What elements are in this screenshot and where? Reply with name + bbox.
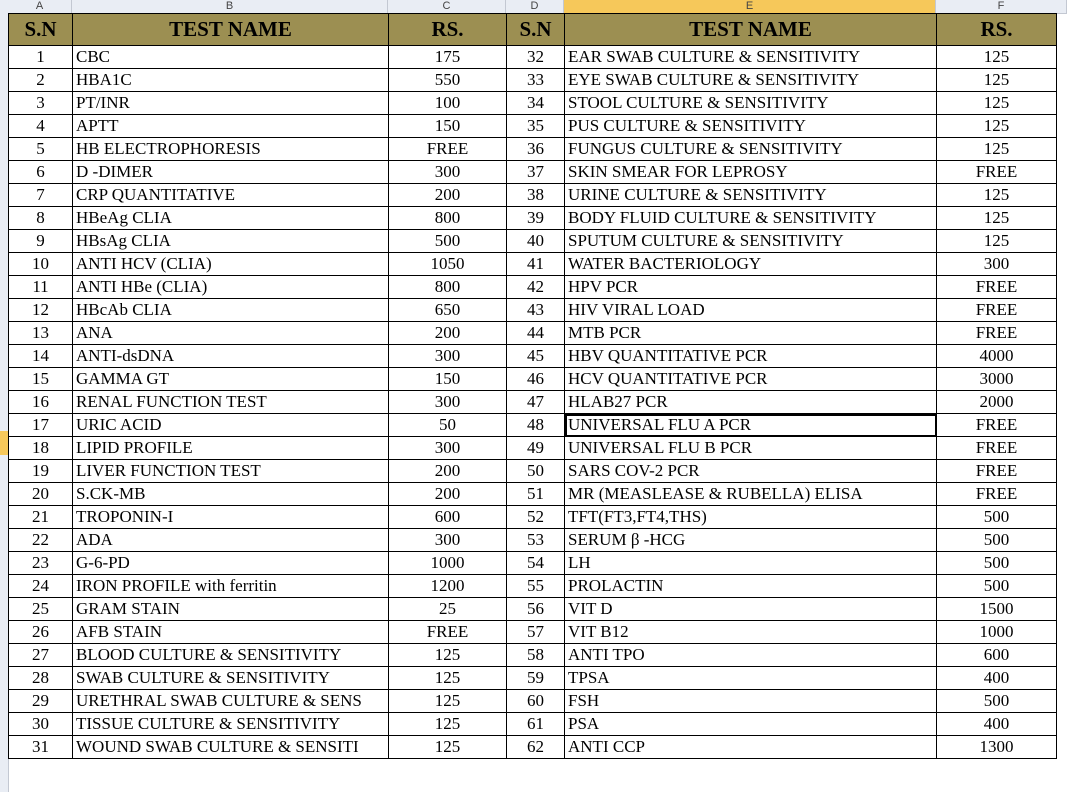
test-name-cell-2[interactable]: WATER BACTERIOLOGY [565,253,937,276]
test-name-cell-2[interactable]: SKIN SMEAR FOR LEPROSY [565,161,937,184]
price-cell[interactable]: 200 [389,322,507,345]
test-name-cell-2[interactable]: PUS CULTURE & SENSITIVITY [565,115,937,138]
price-cell[interactable]: 100 [389,92,507,115]
column-header-d[interactable]: D [506,0,564,13]
test-name-cell[interactable]: S.CK-MB [73,483,389,506]
price-table [8,13,1057,759]
price-cell-2[interactable]: 4000 [937,345,1057,368]
sn-cell[interactable]: 17 [9,414,73,437]
sn-cell[interactable]: 6 [9,161,73,184]
table-row [9,138,1057,161]
price-cell-2[interactable]: FREE [937,414,1057,437]
sn-cell-2[interactable]: 34 [507,92,565,115]
sn-cell[interactable]: 31 [9,736,73,759]
test-name-cell-2[interactable]: TPSA [565,667,937,690]
table-row [9,713,1057,736]
test-name-cell[interactable]: ANA [73,322,389,345]
test-name-cell[interactable]: URETHRAL SWAB CULTURE & SENS [73,690,389,713]
sn-cell[interactable]: 12 [9,299,73,322]
sn-cell-2[interactable]: 47 [507,391,565,414]
sn-cell[interactable]: 13 [9,322,73,345]
test-name-cell[interactable]: HB ELECTROPHORESIS [73,138,389,161]
price-cell[interactable]: 1000 [389,552,507,575]
table-row [9,575,1057,598]
table-row [9,230,1057,253]
column-header-b[interactable]: B [72,0,388,13]
price-cell-2[interactable]: 125 [937,230,1057,253]
sn-cell[interactable]: 1 [9,46,73,69]
price-cell[interactable]: 150 [389,115,507,138]
table-row [9,621,1057,644]
price-cell-2[interactable]: FREE [937,322,1057,345]
price-cell[interactable]: 300 [389,529,507,552]
test-name-cell[interactable]: SWAB CULTURE & SENSITIVITY [73,667,389,690]
price-cell-2[interactable]: 1300 [937,736,1057,759]
sn-cell-2[interactable]: 51 [507,483,565,506]
sn-cell-2[interactable]: 43 [507,299,565,322]
price-cell-2[interactable]: 125 [937,92,1057,115]
price-cell-2[interactable]: 125 [937,46,1057,69]
sn-cell-2[interactable]: 50 [507,460,565,483]
sn-cell-2[interactable]: 44 [507,322,565,345]
sn-cell-2[interactable]: 61 [507,713,565,736]
sn-cell-2[interactable]: 35 [507,115,565,138]
test-name-cell-2[interactable]: EAR SWAB CULTURE & SENSITIVITY [565,46,937,69]
test-name-cell[interactable]: APTT [73,115,389,138]
test-name-cell[interactable]: HBsAg CLIA [73,230,389,253]
price-cell-2[interactable]: FREE [937,161,1057,184]
test-name-cell[interactable]: D -DIMER [73,161,389,184]
sn-cell-2[interactable]: 46 [507,368,565,391]
price-cell-2[interactable]: FREE [937,299,1057,322]
sn-cell-2[interactable]: 38 [507,184,565,207]
sn-cell[interactable]: 15 [9,368,73,391]
table-row [9,598,1057,621]
table-row [9,506,1057,529]
price-cell[interactable]: FREE [389,138,507,161]
price-cell[interactable]: 125 [389,667,507,690]
sn-cell[interactable]: 20 [9,483,73,506]
table-row [9,322,1057,345]
test-name-cell-2[interactable]: HPV PCR [565,276,937,299]
table-row [9,299,1057,322]
test-name-cell[interactable]: HBA1C [73,69,389,92]
test-name-cell-2[interactable]: SARS COV-2 PCR [565,460,937,483]
test-name-cell[interactable]: CRP QUANTITATIVE [73,184,389,207]
table-row [9,207,1057,230]
sn-cell-2[interactable]: 55 [507,575,565,598]
test-name-cell[interactable]: HBeAg CLIA [73,207,389,230]
test-name-cell[interactable]: LIVER FUNCTION TEST [73,460,389,483]
table-row [9,460,1057,483]
price-cell[interactable]: 125 [389,713,507,736]
table-row [9,92,1057,115]
price-cell[interactable]: 175 [389,46,507,69]
sn-cell-2[interactable]: 62 [507,736,565,759]
test-name-cell[interactable]: IRON PROFILE with ferritin [73,575,389,598]
sn-cell-2[interactable]: 45 [507,345,565,368]
test-name-cell-2[interactable]: SERUM β -HCG [565,529,937,552]
price-cell[interactable]: 300 [389,161,507,184]
sn-cell[interactable]: 22 [9,529,73,552]
sn-cell-2[interactable]: 57 [507,621,565,644]
sn-cell-2[interactable]: 54 [507,552,565,575]
sn-cell[interactable]: 4 [9,115,73,138]
sn-cell-2[interactable]: 53 [507,529,565,552]
price-cell[interactable]: 1200 [389,575,507,598]
sn-cell[interactable]: 10 [9,253,73,276]
test-name-cell[interactable]: GRAM STAIN [73,598,389,621]
price-cell-2[interactable]: 1500 [937,598,1057,621]
test-name-cell-2[interactable]: STOOL CULTURE & SENSITIVITY [565,92,937,115]
price-cell[interactable]: 125 [389,690,507,713]
table-row [9,414,1057,437]
table-row [9,391,1057,414]
sn-cell-2[interactable]: 40 [507,230,565,253]
test-name-cell[interactable]: G-6-PD [73,552,389,575]
sn-cell[interactable]: 27 [9,644,73,667]
test-name-cell[interactable]: RENAL FUNCTION TEST [73,391,389,414]
price-cell[interactable]: 1050 [389,253,507,276]
sn-cell[interactable]: 30 [9,713,73,736]
table-row [9,437,1057,460]
test-name-cell-2[interactable]: FSH [565,690,937,713]
test-name-cell-2[interactable]: VIT D [565,598,937,621]
sn-cell[interactable]: 28 [9,667,73,690]
header-sn-cell-2[interactable]: S.N [507,14,565,46]
test-name-cell[interactable]: ANTI HCV (CLIA) [73,253,389,276]
price-cell[interactable]: 300 [389,391,507,414]
column-header-c[interactable]: C [388,0,506,13]
price-cell[interactable]: 550 [389,69,507,92]
test-name-cell-2[interactable]: SPUTUM CULTURE & SENSITIVITY [565,230,937,253]
test-name-cell-2[interactable]: URINE CULTURE & SENSITIVITY [565,184,937,207]
test-name-cell-2[interactable]: HCV QUANTITATIVE PCR [565,368,937,391]
test-name-cell[interactable]: PT/INR [73,92,389,115]
price-cell-2[interactable]: FREE [937,276,1057,299]
table-row [9,736,1057,759]
test-name-cell[interactable]: TROPONIN-I [73,506,389,529]
price-cell-2[interactable]: 125 [937,69,1057,92]
sn-cell-2[interactable]: 56 [507,598,565,621]
column-header-a[interactable]: A [8,0,72,13]
test-name-cell-2[interactable]: PSA [565,713,937,736]
price-cell-2[interactable]: 500 [937,529,1057,552]
price-cell[interactable]: 500 [389,230,507,253]
test-name-cell[interactable]: ANTI-dsDNA [73,345,389,368]
table-row [9,69,1057,92]
table-row [9,276,1057,299]
test-name-cell-2[interactable]: TFT(FT3,FT4,THS) [565,506,937,529]
sn-cell-2[interactable]: 32 [507,46,565,69]
price-cell-2[interactable]: 125 [937,115,1057,138]
header-rs-cell-2[interactable]: RS. [937,14,1057,46]
sn-cell[interactable]: 23 [9,552,73,575]
table-row [9,483,1057,506]
price-cell-2[interactable]: FREE [937,437,1057,460]
test-name-cell[interactable]: HBcAb CLIA [73,299,389,322]
price-cell[interactable]: 125 [389,736,507,759]
price-cell-2[interactable]: 125 [937,184,1057,207]
table-row [9,644,1057,667]
table-row [9,552,1057,575]
price-cell[interactable]: 25 [389,598,507,621]
sn-cell[interactable]: 2 [9,69,73,92]
column-header-strip [8,0,1067,14]
table-row [9,253,1057,276]
test-name-cell-2[interactable]: UNIVERSAL FLU B PCR [565,437,937,460]
sn-cell[interactable]: 21 [9,506,73,529]
test-name-cell-2[interactable]: BODY FLUID CULTURE & SENSITIVITY [565,207,937,230]
price-cell[interactable]: 125 [389,644,507,667]
test-name-cell-2[interactable]: VIT B12 [565,621,937,644]
test-name-cell-2[interactable]: HLAB27 PCR [565,391,937,414]
header-test-name-cell[interactable]: TEST NAME [73,14,389,46]
sn-cell[interactable]: 7 [9,184,73,207]
sn-cell-2[interactable]: 37 [507,161,565,184]
sn-cell-2[interactable]: 48 [507,414,565,437]
column-header-f[interactable]: F [936,0,1067,13]
header-sn-cell[interactable]: S.N [9,14,73,46]
table-row [9,345,1057,368]
test-name-cell[interactable]: CBC [73,46,389,69]
test-name-cell-2[interactable]: UNIVERSAL FLU A PCR [565,414,937,437]
test-name-cell-2[interactable]: MTB PCR [565,322,937,345]
price-cell-2[interactable]: 300 [937,253,1057,276]
table-row [9,529,1057,552]
price-cell-2[interactable]: FREE [937,483,1057,506]
price-cell[interactable]: 800 [389,207,507,230]
sn-cell[interactable]: 9 [9,230,73,253]
sn-cell[interactable]: 24 [9,575,73,598]
sn-cell[interactable]: 26 [9,621,73,644]
table-row [9,46,1057,69]
price-cell[interactable]: 200 [389,483,507,506]
sn-cell-2[interactable]: 42 [507,276,565,299]
price-cell-2[interactable]: 1000 [937,621,1057,644]
price-cell[interactable]: 300 [389,437,507,460]
test-name-cell[interactable]: GAMMA GT [73,368,389,391]
sn-cell-2[interactable]: 33 [507,69,565,92]
sn-cell-2[interactable]: 58 [507,644,565,667]
header-test-name-cell-2[interactable]: TEST NAME [565,14,937,46]
price-cell[interactable]: 200 [389,184,507,207]
price-cell-2[interactable]: 3000 [937,368,1057,391]
sn-cell[interactable]: 19 [9,460,73,483]
table-row [9,690,1057,713]
price-cell-2[interactable]: 600 [937,644,1057,667]
price-cell-2[interactable]: 500 [937,575,1057,598]
test-name-cell-2[interactable]: LH [565,552,937,575]
test-name-cell[interactable]: WOUND SWAB CULTURE & SENSITI [73,736,389,759]
test-name-cell-2[interactable]: HBV QUANTITATIVE PCR [565,345,937,368]
price-cell-2[interactable]: 125 [937,207,1057,230]
sn-cell[interactable]: 11 [9,276,73,299]
price-cell-2[interactable]: 500 [937,506,1057,529]
test-name-cell[interactable]: BLOOD CULTURE & SENSITIVITY [73,644,389,667]
test-name-cell-2[interactable]: PROLACTIN [565,575,937,598]
price-cell-2[interactable]: 400 [937,713,1057,736]
sn-cell[interactable]: 14 [9,345,73,368]
column-header-e[interactable]: E [564,0,936,13]
sn-cell[interactable]: 3 [9,92,73,115]
test-name-cell[interactable]: TISSUE CULTURE & SENSITIVITY [73,713,389,736]
sn-cell[interactable]: 29 [9,690,73,713]
price-cell[interactable]: 300 [389,345,507,368]
sn-cell-2[interactable]: 39 [507,207,565,230]
sn-cell[interactable]: 25 [9,598,73,621]
header-row [9,14,1057,46]
table-row [9,115,1057,138]
table-row [9,161,1057,184]
sn-cell[interactable]: 5 [9,138,73,161]
table-row [9,667,1057,690]
sn-cell-2[interactable]: 36 [507,138,565,161]
sn-cell-2[interactable]: 60 [507,690,565,713]
test-name-cell[interactable]: ADA [73,529,389,552]
price-cell-2[interactable]: FREE [937,460,1057,483]
price-cell[interactable]: 600 [389,506,507,529]
test-name-cell[interactable]: AFB STAIN [73,621,389,644]
table-row [9,368,1057,391]
test-name-cell-2[interactable]: HIV VIRAL LOAD [565,299,937,322]
price-cell[interactable]: 800 [389,276,507,299]
price-cell[interactable]: 50 [389,414,507,437]
price-cell-2[interactable]: 2000 [937,391,1057,414]
price-cell[interactable]: 150 [389,368,507,391]
selected-row-indicator [0,431,8,455]
sn-cell[interactable]: 16 [9,391,73,414]
price-cell-2[interactable]: 500 [937,552,1057,575]
price-cell[interactable]: 200 [389,460,507,483]
sn-cell-2[interactable]: 49 [507,437,565,460]
sn-cell[interactable]: 8 [9,207,73,230]
price-cell[interactable]: FREE [389,621,507,644]
sn-cell-2[interactable]: 41 [507,253,565,276]
sn-cell-2[interactable]: 59 [507,667,565,690]
test-name-cell[interactable]: URIC ACID [73,414,389,437]
header-rs-cell[interactable]: RS. [389,14,507,46]
test-name-cell-2[interactable]: ANTI TPO [565,644,937,667]
price-cell[interactable]: 650 [389,299,507,322]
price-cell-2[interactable]: 125 [937,138,1057,161]
test-name-cell-2[interactable]: ANTI CCP [565,736,937,759]
test-name-cell[interactable]: LIPID PROFILE [73,437,389,460]
test-name-cell-2[interactable]: MR (MEASLEASE & RUBELLA) ELISA [565,483,937,506]
test-name-cell-2[interactable]: FUNGUS CULTURE & SENSITIVITY [565,138,937,161]
test-name-cell[interactable]: ANTI HBe (CLIA) [73,276,389,299]
price-cell-2[interactable]: 500 [937,690,1057,713]
sn-cell[interactable]: 18 [9,437,73,460]
table-row [9,184,1057,207]
sn-cell-2[interactable]: 52 [507,506,565,529]
price-cell-2[interactable]: 400 [937,667,1057,690]
test-name-cell-2[interactable]: EYE SWAB CULTURE & SENSITIVITY [565,69,937,92]
